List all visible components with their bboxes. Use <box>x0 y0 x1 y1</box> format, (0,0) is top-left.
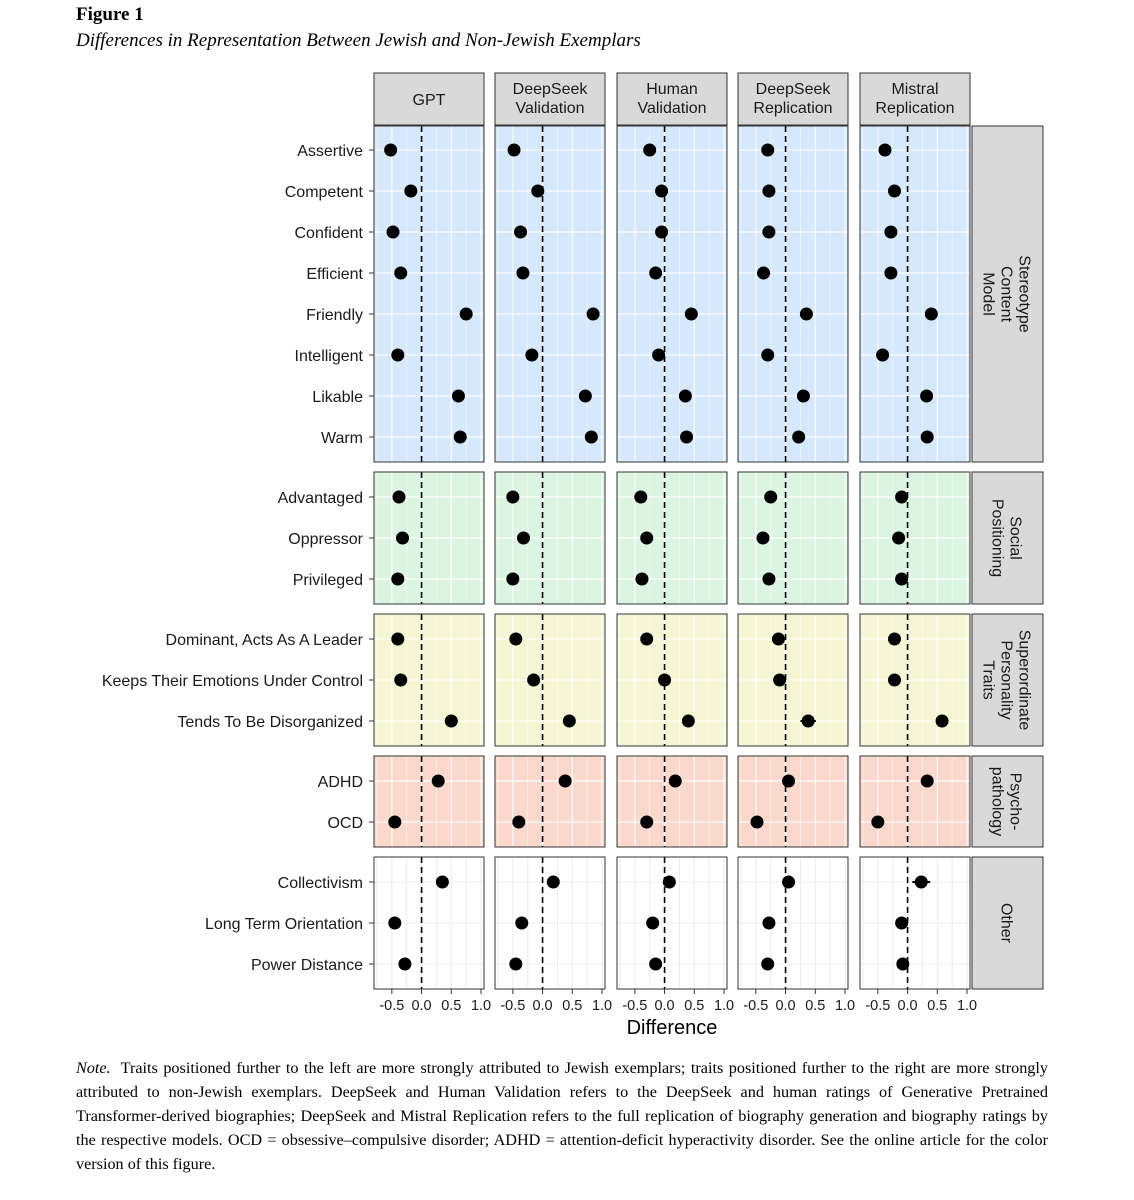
data-point <box>655 226 668 239</box>
column-strip-label: Human <box>646 81 698 98</box>
data-point <box>658 674 671 687</box>
data-point <box>888 674 901 687</box>
data-point <box>669 775 682 788</box>
column-strip-label: Validation <box>637 100 707 117</box>
panel-background <box>495 126 605 462</box>
data-point <box>756 532 769 545</box>
panel-background <box>860 756 970 847</box>
data-point <box>547 876 560 889</box>
data-point <box>460 308 473 321</box>
row-strip-label: Superordinate <box>1015 629 1033 731</box>
panel-background <box>374 756 484 847</box>
data-point <box>640 633 653 646</box>
data-point <box>587 308 600 321</box>
data-point <box>635 573 648 586</box>
data-point <box>762 917 775 930</box>
data-point <box>892 532 905 545</box>
data-point <box>762 226 775 239</box>
data-point <box>685 308 698 321</box>
data-point <box>634 491 647 504</box>
trait-label: Confident <box>294 225 363 242</box>
data-point <box>792 431 805 444</box>
data-point <box>884 226 897 239</box>
data-point <box>761 144 774 157</box>
data-point <box>640 532 653 545</box>
data-point <box>895 917 908 930</box>
data-point <box>643 144 656 157</box>
data-point <box>921 431 934 444</box>
data-point <box>531 185 544 198</box>
data-point <box>888 185 901 198</box>
column-strip-label: Replication <box>875 100 955 117</box>
column-strip-label: Mistral <box>891 81 939 98</box>
data-point <box>802 715 815 728</box>
row-strip-label: Psycho- <box>1006 772 1024 831</box>
trait-label: ADHD <box>317 774 363 791</box>
data-point <box>579 390 592 403</box>
data-point <box>764 491 777 504</box>
figure-label: Figure 1 <box>76 4 144 25</box>
note-text: Traits positioned further to the left are more strongly attributed to Jewish exemplars; traits positioned further to the right are more strongly attributed to non-Jewish exemplars. DeepSeek and Human Validation refers to the DeepSeek and human ratings of Generative Pretrained Transformer-derived biographies; DeepSeek and Mistral Replication refers to the full replication of biography generation and biography ratings by the respective models. OCD = obsessive–compulsive disorder; ADHD = attention-deficit hyperactivity disorder. See the online article for the color version of this figure. <box>76 1059 1048 1173</box>
data-point <box>394 674 407 687</box>
data-point <box>920 390 933 403</box>
x-tick-label: 0.0 <box>654 998 675 1014</box>
trait-label: Likable <box>312 389 363 406</box>
data-point <box>516 267 529 280</box>
x-tick-label: -0.5 <box>743 998 769 1014</box>
note-label: Note. <box>76 1059 111 1077</box>
data-point <box>773 674 786 687</box>
figure-title: Differences in Representation Between Jewish and Non-Jewish Exemplars <box>76 30 641 51</box>
data-point <box>391 633 404 646</box>
x-tick-label: 0.0 <box>411 998 432 1014</box>
trait-label: Oppressor <box>288 531 363 548</box>
data-point <box>517 532 530 545</box>
trait-label: Intelligent <box>294 348 363 365</box>
data-point <box>757 267 770 280</box>
row-strip-label: Social <box>1006 516 1024 560</box>
trait-label: Collectivism <box>277 875 363 892</box>
data-point <box>646 917 659 930</box>
row-strip-label: Model <box>979 272 997 316</box>
data-point <box>895 573 908 586</box>
row-strip-label: Content <box>997 265 1015 323</box>
data-point <box>388 816 401 829</box>
x-tick-label: -0.5 <box>622 998 648 1014</box>
data-point <box>925 308 938 321</box>
data-point <box>436 876 449 889</box>
figure-note <box>76 1056 1048 1176</box>
x-tick-label: 1.0 <box>834 998 856 1014</box>
column-strip-label: Replication <box>753 100 833 117</box>
data-point <box>508 144 521 157</box>
data-point <box>509 958 522 971</box>
x-tick-label: 0.0 <box>532 998 553 1014</box>
panel-background <box>860 126 970 462</box>
data-point <box>559 775 572 788</box>
data-point <box>398 958 411 971</box>
data-point <box>525 349 538 362</box>
data-point <box>936 715 949 728</box>
data-point <box>384 144 397 157</box>
trait-label: Friendly <box>306 307 363 324</box>
data-point <box>512 816 525 829</box>
data-point <box>680 431 693 444</box>
panel-background <box>495 756 605 847</box>
data-point <box>452 390 465 403</box>
panel-background <box>738 756 848 847</box>
data-point <box>649 958 662 971</box>
x-tick-label: -0.5 <box>500 998 526 1014</box>
data-point <box>871 816 884 829</box>
x-tick-label: 1.0 <box>470 998 492 1014</box>
column-strip-label: DeepSeek <box>512 81 588 98</box>
data-point <box>563 715 576 728</box>
panel-background <box>617 756 727 847</box>
data-point <box>782 775 795 788</box>
data-point <box>762 185 775 198</box>
data-point <box>388 917 401 930</box>
data-point <box>761 349 774 362</box>
data-point <box>679 390 692 403</box>
panel-background <box>374 126 484 462</box>
data-point <box>509 633 522 646</box>
data-point <box>762 573 775 586</box>
x-tick-label: -0.5 <box>865 998 891 1014</box>
data-point <box>652 349 665 362</box>
data-point <box>682 715 695 728</box>
data-point <box>394 267 407 280</box>
data-point <box>445 715 458 728</box>
x-tick-label: 1.0 <box>956 998 978 1014</box>
trait-label: OCD <box>327 815 363 832</box>
data-point <box>655 185 668 198</box>
data-point <box>895 491 908 504</box>
data-point <box>404 185 417 198</box>
data-point <box>915 876 928 889</box>
data-point <box>876 349 889 362</box>
x-tick-label: 1.0 <box>713 998 735 1014</box>
row-strip-label: pathology <box>988 766 1006 837</box>
trait-label: Warm <box>320 430 363 447</box>
data-point <box>884 267 897 280</box>
data-point <box>649 267 662 280</box>
row-strip-label: Traits <box>979 660 997 700</box>
trait-label: Assertive <box>297 143 363 160</box>
data-point <box>432 775 445 788</box>
data-point <box>782 876 795 889</box>
x-tick-label: 0.5 <box>805 998 826 1014</box>
trait-label: Power Distance <box>250 957 363 974</box>
data-point <box>454 431 467 444</box>
column-strip-label: DeepSeek <box>755 81 831 98</box>
trait-label: Keeps Their Emotions Under Control <box>101 673 363 690</box>
data-point <box>387 226 400 239</box>
data-point <box>392 491 405 504</box>
data-point <box>640 816 653 829</box>
x-tick-label: 0.5 <box>562 998 583 1014</box>
data-point <box>506 491 519 504</box>
data-point <box>391 349 404 362</box>
trait-label: Advantaged <box>277 490 363 507</box>
x-tick-label: 0.0 <box>897 998 918 1014</box>
data-point <box>663 876 676 889</box>
row-strip-label: Other <box>997 902 1015 944</box>
data-point <box>506 573 519 586</box>
trait-label: Tends To Be Disorganized <box>177 714 363 731</box>
row-strip-label: Personality <box>997 640 1015 720</box>
trait-label: Privileged <box>292 572 363 589</box>
data-point <box>878 144 891 157</box>
data-point <box>391 573 404 586</box>
x-tick-label: -0.5 <box>379 998 405 1014</box>
x-tick-label: 0.0 <box>775 998 796 1014</box>
row-strip-label: Positioning <box>988 498 1006 578</box>
x-tick-label: 0.5 <box>927 998 948 1014</box>
data-point <box>888 633 901 646</box>
x-axis-title: Difference <box>626 1017 718 1039</box>
data-point <box>800 308 813 321</box>
trait-label: Efficient <box>306 266 363 283</box>
data-point <box>515 917 528 930</box>
panel-background <box>617 126 727 462</box>
data-point <box>896 958 909 971</box>
x-tick-label: 0.5 <box>684 998 705 1014</box>
data-point <box>921 775 934 788</box>
x-tick-label: 1.0 <box>591 998 613 1014</box>
x-tick-label: 0.5 <box>441 998 462 1014</box>
column-strip-label: Validation <box>515 100 585 117</box>
data-point <box>751 816 764 829</box>
panel-background <box>738 126 848 462</box>
data-point <box>772 633 785 646</box>
column-strip-label: GPT <box>412 92 446 109</box>
data-point <box>761 958 774 971</box>
trait-label: Dominant, Acts As A Leader <box>165 632 363 649</box>
data-point <box>514 226 527 239</box>
row-strip-label: Stereotype <box>1015 255 1033 333</box>
data-point <box>585 431 598 444</box>
trait-label: Competent <box>284 184 363 201</box>
data-point <box>797 390 810 403</box>
trait-label: Long Term Orientation <box>204 916 363 933</box>
data-point <box>527 674 540 687</box>
data-point <box>396 532 409 545</box>
